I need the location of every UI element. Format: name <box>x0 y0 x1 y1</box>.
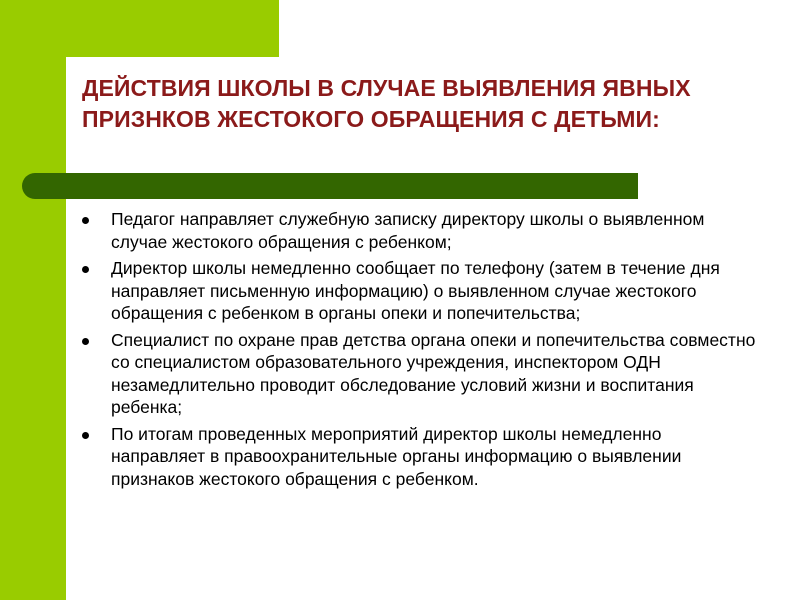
bullet-dot-icon <box>82 217 89 224</box>
bullet-text: По итогам проведенных мероприятий директор школы немедленно направляет в правоохранительные органы информацию о выявлении признаков жестокого обращения с ребенком. <box>111 423 682 489</box>
bullet-list <box>78 208 758 494</box>
decorative-green-band-left <box>0 0 66 600</box>
slide-title: ДЕЙСТВИЯ ШКОЛЫ В СЛУЧАЕ ВЫЯВЛЕНИЯ ЯВНЫХ ПРИЗНКОВ ЖЕСТОКОГО ОБРАЩЕНИЯ С ДЕТЬМИ: <box>82 75 691 132</box>
bullet-text: Специалист по охране прав детства органа опеки и попечительства совместно со специалистом образовательного учреждения, инспектором ОДН незамедлительно проводит обследование условий жизни и воспитания ребенка; <box>111 329 756 417</box>
bullet-dot-icon <box>82 338 89 345</box>
bullet-dot-icon <box>82 432 89 439</box>
bullet-item <box>78 423 758 491</box>
bullet-item <box>78 257 758 325</box>
bullet-text: Педагог направляет служебную записку директору школы о выявленном случае жестокого обращения с ребенком; <box>111 209 705 252</box>
bullet-dot-icon <box>82 266 89 273</box>
bullet-text: Директор школы немедленно сообщает по телефону (затем в течение дня направляет письменную информацию) о выявленном случае жестокого обращения с ребенком в органы опеки и попечительства; <box>111 258 720 323</box>
title-divider-bar <box>22 173 638 199</box>
decorative-green-band-top <box>0 0 279 57</box>
bullet-item <box>78 329 758 419</box>
bullet-item <box>78 208 758 253</box>
